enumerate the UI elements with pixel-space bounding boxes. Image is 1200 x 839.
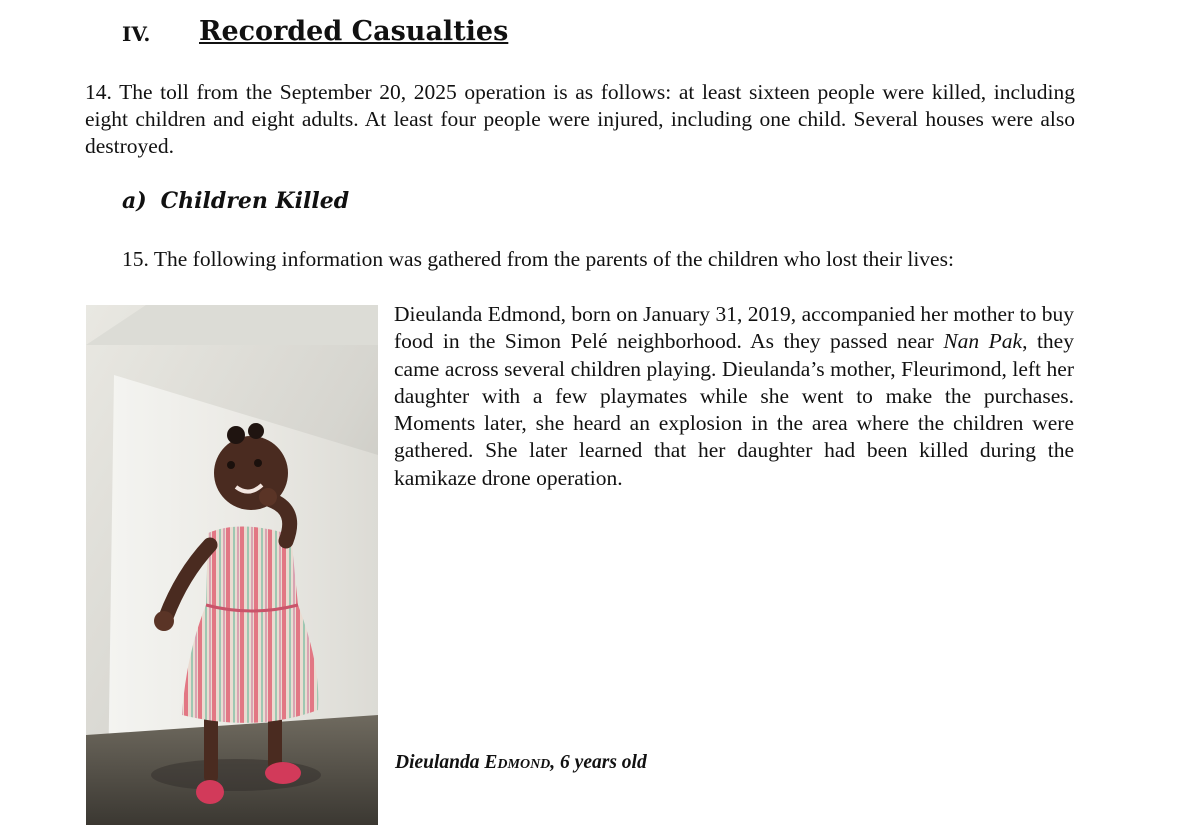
- subsection-heading: [122, 188, 349, 214]
- caption-age: , 6 years old: [550, 752, 647, 773]
- caption-surname: Edmond: [484, 752, 551, 773]
- section-title: Recorded Casualties: [199, 16, 509, 47]
- place-name: Nan Pak: [943, 329, 1023, 354]
- paragraph-15: 15. The following information was gathered from the parents of the children who lost their lives:: [122, 247, 954, 271]
- caption-first-name: Dieulanda: [395, 752, 480, 773]
- section-number: IV.: [122, 22, 151, 46]
- biography-text-start: Dieulanda Edmond, born on January 31, 2019, accompanied her mother to buy food in the Simon Pelé neighborhood. As they passed near: [394, 302, 1074, 354]
- photo-caption: [395, 752, 647, 774]
- biography-text-end: , they came across several children playing. Dieulanda’s mother, Fleurimond, left her daughter with a few playmates while she went to make the purchases. Moments later, she heard an explosion in the area where the children were gathered. She later learned that her daughter had been killed during the kamikaze drone operation.: [394, 329, 1074, 490]
- paragraph-14: 14. The toll from the September 20, 2025 operation is as follows: at least sixteen people were killed, including eight children and eight adults. At least four people were injured, including one child. Several houses were also destroyed.: [85, 80, 1075, 158]
- child-photo: [86, 305, 378, 825]
- biography-paragraph: [394, 301, 1074, 492]
- subsection-letter: a): [122, 188, 147, 214]
- subsection-title: Children Killed: [160, 188, 350, 214]
